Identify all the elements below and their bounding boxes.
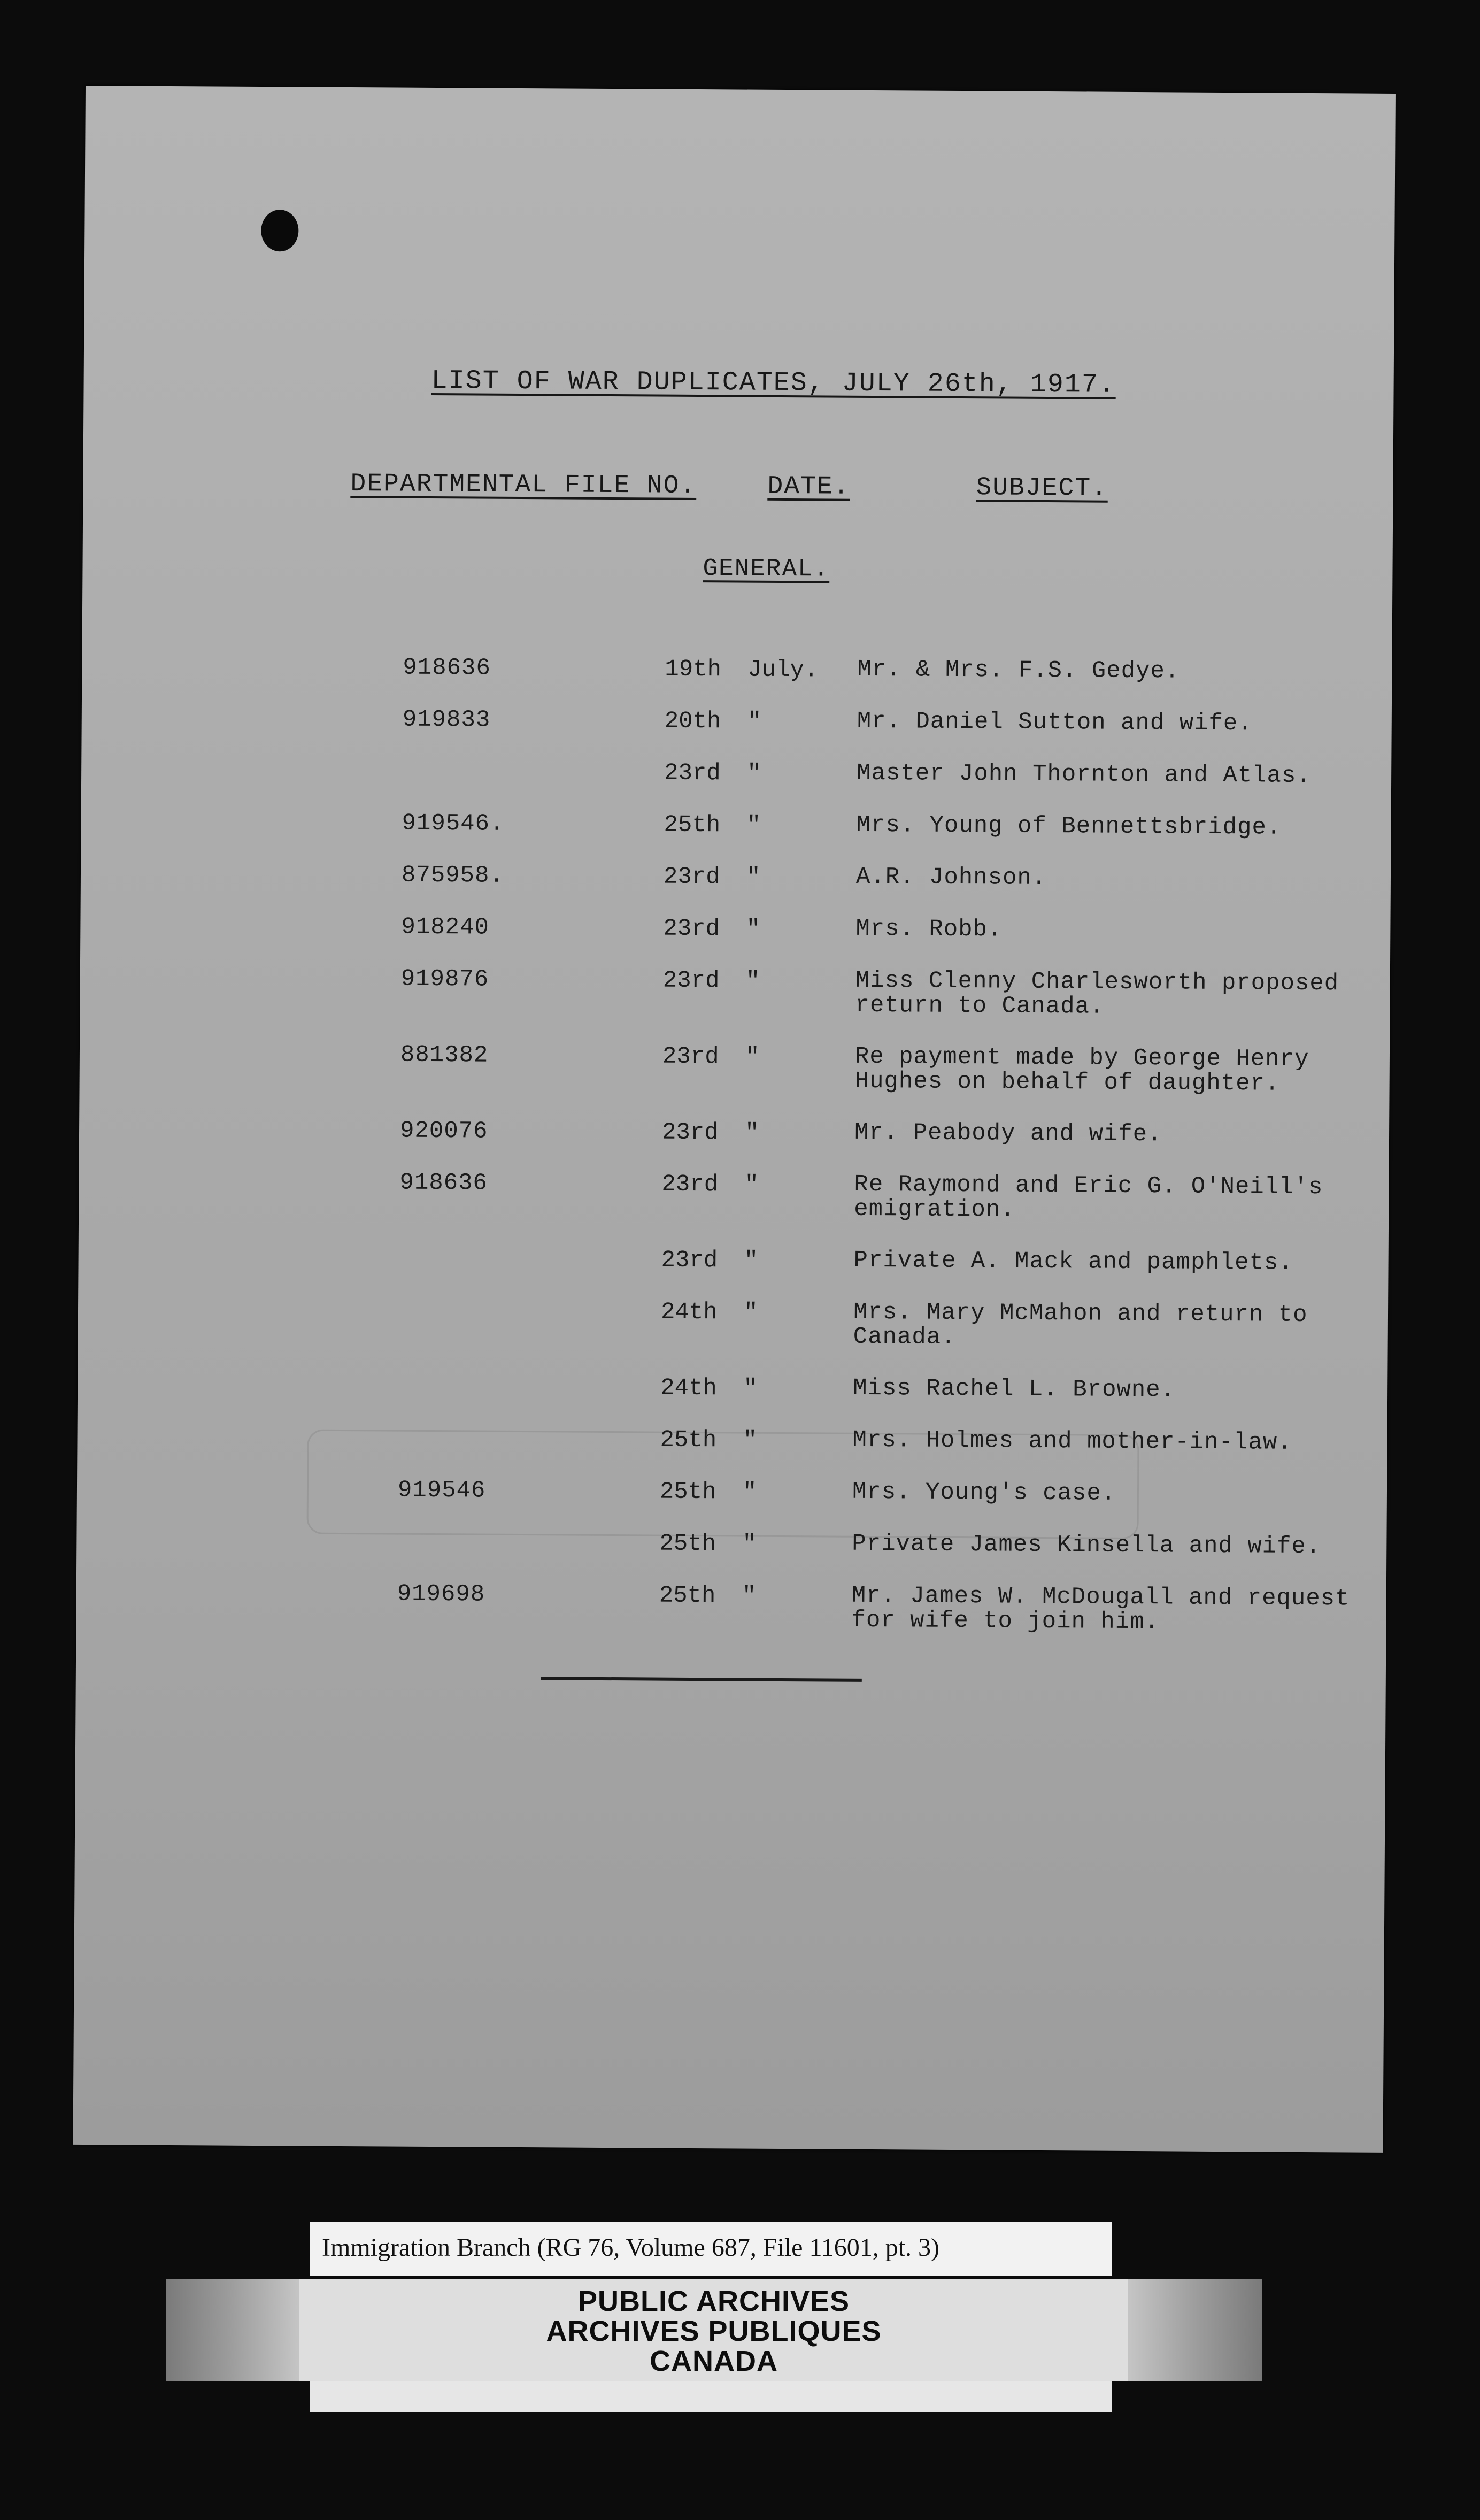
entry-subject: Re Raymond and Eric G. O'Neill's emigration. [854,1171,1323,1224]
list-item [77,1423,1388,1483]
entry-subject: Mr. Daniel Sutton and wife. [857,708,1253,737]
list-item [80,912,1391,972]
entry-date: 23rd [662,967,720,995]
list-item [81,808,1391,868]
archive-label-english: PUBLIC ARCHIVES [577,2285,850,2317]
entry-date: 25th [664,811,721,839]
entry-month: " [744,1119,759,1147]
entry-subject: Master John Thornton and Atlas. [857,759,1311,790]
entry-subject: Mr. & Mrs. F.S. Gedye. [857,656,1180,685]
entry-date: 20th [664,708,721,735]
list-item [77,1475,1388,1535]
list-item [81,704,1392,764]
list-item [76,1579,1386,1663]
list-item [78,1295,1388,1379]
entry-date: 23rd [661,1247,718,1274]
entries-list [76,652,1392,1663]
entry-month: " [743,1427,758,1454]
entry-date: 23rd [661,1171,719,1198]
entry-month: " [742,1531,757,1558]
file-number: 919546 [397,1477,486,1504]
file-number: 919546. [402,810,505,838]
document-title: LIST OF WAR DUPLICATES, JULY 26th, 1917. [431,365,1116,401]
entry-date: 23rd [662,1043,719,1071]
list-item [82,652,1392,712]
entry-subject: Re payment made by George Henry Hughes on behalf of daughter. [854,1043,1309,1097]
file-number: 918636 [403,654,491,682]
entry-date: 19th [665,656,722,683]
entry-date: 23rd [663,915,720,943]
file-number: 919698 [397,1580,485,1608]
section-heading: GENERAL. [703,555,830,583]
entry-month: " [746,812,761,839]
file-number: 920076 [399,1117,488,1145]
end-rule-divider [541,1677,862,1682]
bottom-strip [310,2381,1112,2412]
entry-month: " [745,967,760,995]
entry-month: " [743,1375,758,1402]
entry-subject: Mr. Peabody and wife. [854,1119,1162,1148]
entry-month: " [747,708,762,735]
punch-hole [261,210,298,251]
file-number: 918240 [401,913,489,941]
list-item [79,1116,1390,1176]
entry-month: " [744,1171,759,1198]
file-number: 918636 [399,1169,488,1197]
entry-subject: Mr. James W. McDougall and request for wife to join him. [851,1582,1350,1636]
entry-subject: Mrs. Mary McMahon and return to Canada. [853,1299,1308,1351]
entry-subject: A.R. Johnson. [855,863,1047,892]
list-item [80,964,1390,1048]
entry-subject: Mrs. Young of Bennettsbridge. [856,811,1282,841]
list-item [78,1371,1388,1431]
archive-label [299,2279,1128,2381]
entry-month: " [746,916,760,943]
archive-label-country: CANADA [650,2345,778,2377]
list-item [79,1167,1389,1251]
archive-label-french: ARCHIVES PUBLIQUES [546,2315,882,2347]
entry-subject: Private James Kinsella and wife. [852,1530,1321,1561]
entry-date: 24th [660,1374,717,1402]
file-number: 875958. [401,862,504,889]
entry-subject: Miss Clenny Charlesworth proposed return to Canada. [855,967,1339,1020]
archive-label-band [166,2279,1262,2381]
entry-date: 23rd [663,863,720,891]
entry-subject: Mrs. Holmes and mother-in-law. [852,1426,1292,1456]
list-item [81,756,1392,816]
list-item [81,860,1391,920]
entry-date: 25th [660,1426,717,1454]
entry-month: " [742,1582,757,1610]
header-file-no: DEPARTMENTAL FILE NO. [350,470,697,501]
entry-date: 23rd [664,759,721,787]
archive-reference: Immigration Branch (RG 76, Volume 687, File 11601, pt. 3) [322,2233,940,2262]
entry-subject: Miss Rachel L. Browne. [852,1374,1176,1404]
entry-subject: Mrs. Young's case. [852,1478,1116,1507]
entry-month: " [745,1043,760,1071]
header-subject: SUBJECT. [976,473,1108,503]
file-number: 881382 [400,1041,489,1069]
list-item [79,1040,1390,1124]
entry-month: July. [747,656,819,684]
entry-month: " [747,760,761,787]
entry-month: " [746,864,761,891]
entry-month: " [744,1247,759,1274]
file-number: 919833 [402,706,491,734]
entry-month: " [742,1479,757,1506]
document-sheet [73,86,1395,2153]
entry-subject: Private A. Mack and pamphlets. [853,1247,1293,1277]
entry-subject: Mrs. Robb. [855,915,1003,943]
entry-month: " [743,1299,758,1326]
list-item [76,1527,1387,1587]
entry-date: 23rd [661,1119,719,1147]
entry-date: 24th [660,1299,718,1326]
entry-date: 25th [659,1530,716,1558]
list-item [78,1243,1389,1303]
entry-date: 25th [659,1478,716,1506]
header-date: DATE. [767,472,850,502]
file-number: 919876 [400,965,489,993]
reference-strip [310,2222,1112,2276]
entry-date: 25th [659,1582,716,1610]
